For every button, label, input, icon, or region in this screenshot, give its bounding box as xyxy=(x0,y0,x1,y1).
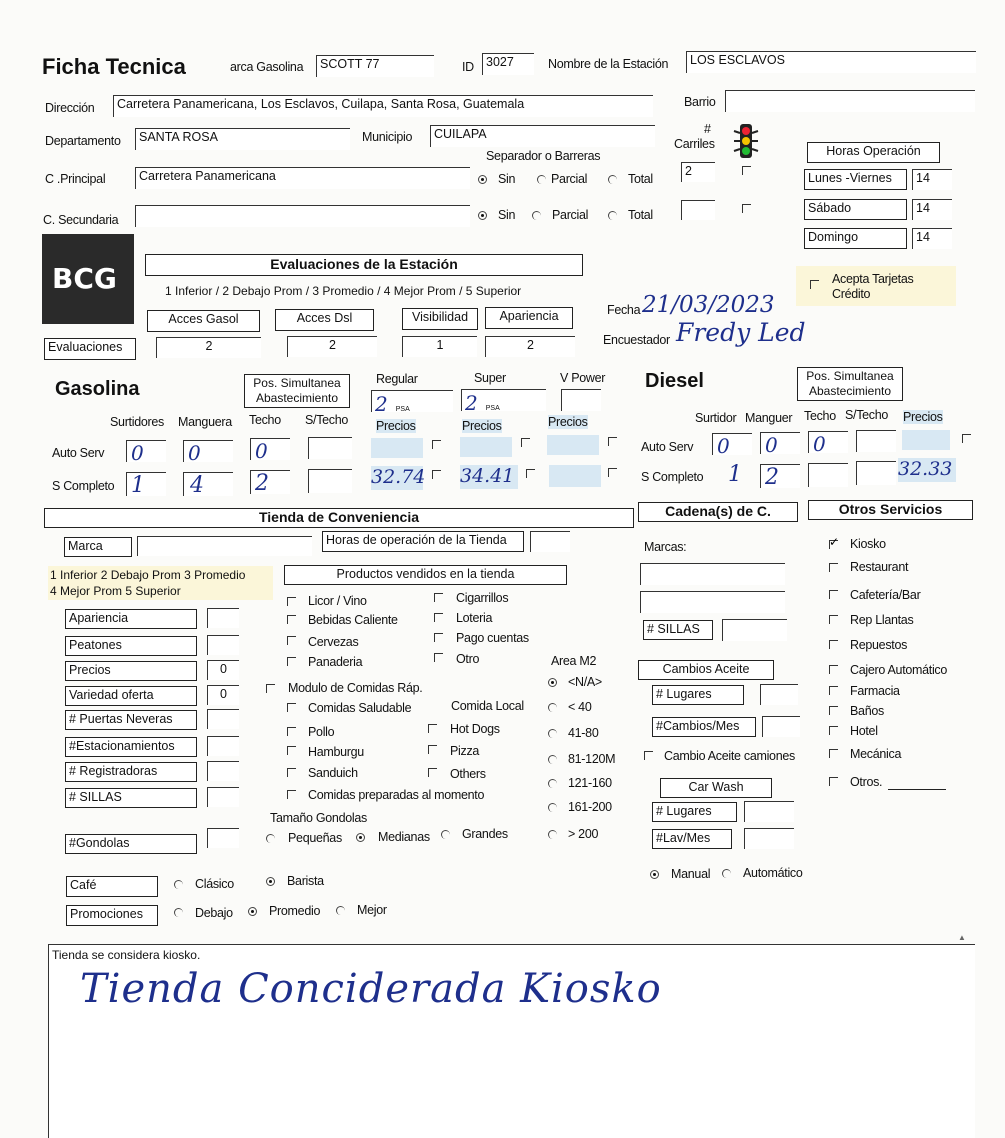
municipio-field[interactable]: CUILAPA xyxy=(430,125,655,147)
id-field[interactable]: 3027 xyxy=(482,53,534,75)
tienda-sillas-label: # SILLAS xyxy=(65,788,197,808)
diesel-auto-label: Auto Serv xyxy=(641,440,694,454)
cambios-aceite-title: Cambios Aceite xyxy=(638,660,774,680)
acces-gasol-field[interactable]: 2 xyxy=(156,337,261,358)
gasolina-title: Gasolina xyxy=(55,378,140,400)
medianas-radio[interactable] xyxy=(356,833,365,842)
vpower-label: V Power xyxy=(560,371,606,385)
acces-dsl-field[interactable]: 2 xyxy=(287,336,377,357)
tienda-puertas-field[interactable] xyxy=(207,709,239,729)
completo-surtidores[interactable]: 1 xyxy=(126,472,166,496)
auto-precio-vpower[interactable] xyxy=(547,435,599,455)
tarjetas-label: Acepta Tarjetas Crédito xyxy=(832,272,914,301)
precios-super-label: Precios xyxy=(462,419,502,433)
completo-regular-checkbox[interactable] xyxy=(432,470,441,479)
tienda-title: Tienda de Conveniencia xyxy=(44,508,634,528)
c-principal-label: C .Principal xyxy=(45,172,106,186)
cigarrillos-label: Cigarrillos xyxy=(456,591,509,605)
c-principal-field[interactable]: Carretera Panamericana xyxy=(135,167,470,189)
separador-sin-label: Sin xyxy=(498,172,516,186)
tamano-gondolas-label: Tamaño Gondolas xyxy=(270,811,367,825)
lav-mes-field[interactable] xyxy=(744,828,794,849)
completo-super-checkbox[interactable] xyxy=(526,469,535,478)
cajero-checkbox[interactable] xyxy=(829,665,838,674)
modulo-comidas-label: Modulo de Comidas Ráp. xyxy=(288,681,423,695)
car-wash-lugares-label: # Lugares xyxy=(652,802,737,822)
comida-local-label: Comida Local xyxy=(451,699,524,713)
completo-manguera[interactable]: 4 xyxy=(183,472,233,496)
clasico-radio[interactable] xyxy=(174,880,183,889)
separador2-parcial-radio[interactable] xyxy=(532,211,541,220)
auto-super-checkbox[interactable] xyxy=(521,438,530,447)
col-manguera: Manguera xyxy=(178,415,232,429)
tienda-marca-label: Marca xyxy=(64,537,132,557)
cafeteria-checkbox[interactable] xyxy=(829,590,838,599)
col-s-techo: S/Techo xyxy=(305,413,349,427)
area-na-radio[interactable] xyxy=(548,678,557,687)
cadena-marcas-label: Marcas: xyxy=(644,540,687,554)
encuestador-label: Encuestador xyxy=(603,333,670,347)
tienda-variedad-field[interactable]: 0 xyxy=(207,685,239,705)
precios-regular-label: Precios xyxy=(376,419,416,433)
separador-parcial-label: Parcial xyxy=(551,172,588,186)
tienda-puertas-label: # Puertas Neveras xyxy=(65,710,197,730)
area-121-160-radio[interactable] xyxy=(548,779,557,788)
cadena-marca-field-2[interactable] xyxy=(640,591,785,613)
kiosko-checkbox[interactable] xyxy=(829,540,838,549)
auto-surtidores[interactable]: 0 xyxy=(126,440,166,462)
separador-label: Separador o Barreras xyxy=(486,149,601,163)
auto-manguera[interactable]: 0 xyxy=(183,440,233,462)
marca-gasolina-label: arca Gasolina xyxy=(230,60,304,74)
panaderia-label: Panaderia xyxy=(308,655,363,669)
promo-debajo-radio[interactable] xyxy=(174,908,183,917)
preparadas-checkbox[interactable] xyxy=(287,790,296,799)
auto-regular-checkbox[interactable] xyxy=(432,440,441,449)
completo-techo[interactable]: 2 xyxy=(250,470,290,494)
departamento-field[interactable]: SANTA ROSA xyxy=(135,128,350,150)
page-title: Ficha Tecnica xyxy=(42,54,186,79)
horas-dom-label: Domingo xyxy=(804,228,907,249)
comidas-saludable-label: Comidas Saludable xyxy=(308,701,412,715)
otros-line xyxy=(888,789,946,790)
tienda-registradoras-field[interactable] xyxy=(207,761,239,781)
tienda-peatones-field[interactable] xyxy=(207,635,239,655)
barrio-field[interactable] xyxy=(725,90,975,112)
area-na-label: <N/A> xyxy=(568,675,602,689)
carriles-field[interactable]: 2 xyxy=(681,162,715,182)
pago-cuentas-label: Pago cuentas xyxy=(456,631,529,645)
promo-promedio-label: Promedio xyxy=(269,904,321,918)
aceite-camiones-checkbox[interactable] xyxy=(644,751,653,760)
evaluaciones-scale: 1 Inferior / 2 Debajo Prom / 3 Promedio / 4 Mejor Prom / 5 Superior xyxy=(165,284,522,298)
horas-dom-field[interactable]: 14 xyxy=(912,228,952,249)
otro-label: Otro xyxy=(456,652,480,666)
cafe-label: Café xyxy=(66,876,158,897)
hotel-checkbox[interactable] xyxy=(829,726,838,735)
diesel-auto-checkbox[interactable] xyxy=(962,434,971,443)
mecanica-checkbox[interactable] xyxy=(829,749,838,758)
scroll-up-icon[interactable]: ▲ xyxy=(958,933,966,942)
banos-checkbox[interactable] xyxy=(829,706,838,715)
tienda-precios-label: Precios xyxy=(65,661,197,681)
diesel-auto-techo[interactable]: 0 xyxy=(808,431,848,453)
s-completo-label: S Completo xyxy=(52,479,115,493)
hamburgu-checkbox[interactable] xyxy=(287,746,296,755)
fecha-value[interactable]: 21/03/2023 xyxy=(642,292,775,318)
farmacia-checkbox[interactable] xyxy=(829,686,838,695)
pequenas-radio[interactable] xyxy=(266,834,275,843)
super-field[interactable] xyxy=(461,389,546,411)
panaderia-checkbox[interactable] xyxy=(287,657,296,666)
cafeteria-label: Cafetería/Bar xyxy=(850,588,921,602)
pago-cuentas-checkbox[interactable] xyxy=(434,633,443,642)
tienda-sillas-field[interactable] xyxy=(207,787,239,807)
rep-llantas-checkbox[interactable] xyxy=(829,615,838,624)
automatico-radio[interactable] xyxy=(722,869,731,878)
kiosko-label: Kiosko xyxy=(850,537,886,551)
grandes-radio[interactable] xyxy=(441,830,450,839)
visibilidad-field[interactable]: 1 xyxy=(402,336,477,357)
barista-label: Barista xyxy=(287,874,324,888)
sanduich-label: Sanduich xyxy=(308,766,358,780)
aceite-cambios-mes-field[interactable] xyxy=(762,716,800,737)
medianas-label: Medianas xyxy=(378,830,430,844)
tienda-estacionamientos-field[interactable] xyxy=(207,736,239,756)
diesel-auto-s-techo[interactable] xyxy=(856,430,896,452)
tienda-marca-field[interactable] xyxy=(137,536,312,556)
automatico-label: Automático xyxy=(743,866,803,880)
promo-promedio-radio[interactable] xyxy=(248,907,257,916)
area-200-label: > 200 xyxy=(568,827,599,841)
repuestos-label: Repuestos xyxy=(850,638,908,652)
cadena-marca-field-1[interactable] xyxy=(640,563,785,585)
separador-total-label: Total xyxy=(628,172,653,186)
pollo-label: Pollo xyxy=(308,725,335,739)
completo-s-techo[interactable] xyxy=(308,469,352,493)
completo-precio-vpower[interactable] xyxy=(549,465,601,487)
area-161-200-radio[interactable] xyxy=(548,803,557,812)
col-techo: Techo xyxy=(249,413,281,427)
diesel-col-precios: Precios xyxy=(903,410,943,424)
auto-techo[interactable]: 0 xyxy=(250,438,290,460)
clasico-label: Clásico xyxy=(195,877,234,891)
horas-title: Horas Operación xyxy=(807,142,940,163)
separador2-sin-label: Sin xyxy=(498,208,516,222)
bebidas-checkbox[interactable] xyxy=(287,615,296,624)
otros-checkbox[interactable] xyxy=(829,777,838,786)
aceite-lugares-label: # Lugares xyxy=(652,685,744,705)
tienda-horas-label: Horas de operación de la Tienda xyxy=(322,531,524,552)
manual-label: Manual xyxy=(671,867,711,881)
mecanica-label: Mecánica xyxy=(850,747,902,761)
gasolina-pos-sim: Pos. Simultanea Abastecimiento xyxy=(244,374,350,408)
area-121-160-label: 121-160 xyxy=(568,776,612,790)
cajero-label: Cajero Automático xyxy=(850,663,948,677)
area-41-80-label: 41-80 xyxy=(568,726,599,740)
diesel-completo-manguer[interactable]: 2 xyxy=(760,464,800,488)
diesel-completo-label: S Completo xyxy=(641,470,704,484)
restaurant-label: Restaurant xyxy=(850,560,909,574)
tienda-horas-field[interactable] xyxy=(530,531,570,552)
traffic-light-icon xyxy=(731,122,761,162)
separador2-total-radio[interactable] xyxy=(608,211,617,220)
area-81-120-radio[interactable] xyxy=(548,755,557,764)
tienda-scale-2: 4 Mejor Prom 5 Superior xyxy=(50,584,181,598)
tienda-gondolas-label: #Gondolas xyxy=(65,834,197,854)
acces-gasol-label: Acces Gasol xyxy=(147,310,260,332)
otro-checkbox[interactable] xyxy=(434,653,443,662)
car-wash-lugares-field[interactable] xyxy=(744,801,794,822)
cadena-sillas-field[interactable] xyxy=(722,619,787,641)
id-label: ID xyxy=(462,60,474,74)
marca-gasolina-field[interactable]: SCOTT 77 xyxy=(316,55,434,77)
horas-sab-label: Sábado xyxy=(804,199,907,220)
evaluaciones-title: Evaluaciones de la Estación xyxy=(145,254,583,276)
vpower-field[interactable] xyxy=(561,389,601,411)
area-161-200-label: 161-200 xyxy=(568,800,612,814)
separador2-total-label: Total xyxy=(628,208,653,222)
super-label: Super xyxy=(474,371,506,385)
horas-lv-label: Lunes -Viernes xyxy=(804,169,907,190)
regular-value: 2 xyxy=(375,392,388,412)
horas-lv-field[interactable]: 14 xyxy=(912,169,952,190)
apariencia-field[interactable]: 2 xyxy=(485,336,575,357)
tienda-estacionamientos-label: #Estacionamientos xyxy=(65,737,197,757)
tienda-apariencia-label: Apariencia xyxy=(65,609,197,629)
tienda-variedad-label: Variedad oferta xyxy=(65,686,197,706)
separador2-parcial-label: Parcial xyxy=(552,208,589,222)
regular-psa: PSA xyxy=(395,406,410,412)
hot-dogs-checkbox[interactable] xyxy=(428,724,437,733)
notes-handwritten-text: Tienda Conciderada Kiosko xyxy=(80,966,662,1012)
area-41-80-radio[interactable] xyxy=(548,729,557,738)
c-secundaria-field[interactable] xyxy=(135,205,470,227)
auto-s-techo[interactable] xyxy=(308,437,352,459)
area-40-label: < 40 xyxy=(568,700,592,714)
licor-checkbox[interactable] xyxy=(287,597,296,606)
visibilidad-label: Visibilidad xyxy=(402,308,478,330)
otros-servicios-title: Otros Servicios xyxy=(808,500,973,520)
promo-mejor-radio[interactable] xyxy=(336,906,345,915)
modulo-comidas-checkbox[interactable] xyxy=(266,684,275,693)
promo-debajo-label: Debajo xyxy=(195,906,233,920)
promo-mejor-label: Mejor xyxy=(357,903,387,917)
apariencia-label: Apariencia xyxy=(485,307,573,329)
barrio-label: Barrio xyxy=(684,95,716,109)
lav-mes-label: #Lav/Mes xyxy=(652,829,732,849)
notes-typed-text: Tienda se considera kiosko. xyxy=(52,948,201,962)
bebidas-label: Bebidas Caliente xyxy=(308,613,398,627)
carriles-checkbox-2[interactable] xyxy=(742,204,751,213)
restaurant-checkbox[interactable] xyxy=(829,563,838,572)
diesel-completo-s-techo[interactable] xyxy=(856,461,896,485)
super-value: 2 xyxy=(465,391,478,411)
diesel-precio-value[interactable]: 32.33 xyxy=(898,458,956,482)
pequenas-label: Pequeñas xyxy=(288,831,342,845)
horas-sab-field[interactable]: 14 xyxy=(912,199,952,220)
separador-parcial-radio[interactable] xyxy=(537,175,546,184)
regular-label: Regular xyxy=(376,372,418,386)
cadena-sillas-label: # SILLAS xyxy=(643,620,713,640)
direccion-field[interactable]: Carretera Panamericana, Los Esclavos, Cuilapa, Santa Rosa, Guatemala xyxy=(113,95,653,117)
hamburgu-label: Hamburgu xyxy=(308,745,364,759)
banos-label: Baños xyxy=(850,704,884,718)
farmacia-label: Farmacia xyxy=(850,684,900,698)
tienda-peatones-label: Peatones xyxy=(65,636,197,656)
tienda-registradoras-label: # Registradoras xyxy=(65,762,197,782)
municipio-label: Municipio xyxy=(362,130,413,144)
sanduich-checkbox[interactable] xyxy=(287,768,296,777)
diesel-col-s-techo: S/Techo xyxy=(845,408,889,422)
area-m2-label: Area M2 xyxy=(551,654,597,668)
auto-precio-regular[interactable] xyxy=(371,438,423,458)
departamento-label: Departamento xyxy=(45,134,121,148)
diesel-title: Diesel xyxy=(645,370,704,392)
comidas-saludable-checkbox[interactable] xyxy=(287,703,296,712)
estacion-label: Nombre de la Estación xyxy=(548,57,669,71)
carriles-label: Carriles xyxy=(674,137,715,151)
others-checkbox[interactable] xyxy=(428,768,437,777)
tarjetas-checkbox[interactable] xyxy=(810,280,819,289)
precio-super-value[interactable]: 34.41 xyxy=(460,465,518,489)
tienda-precios-field[interactable]: 0 xyxy=(207,660,239,680)
super-psa: PSA xyxy=(485,405,500,411)
acces-dsl-label: Acces Dsl xyxy=(275,309,374,331)
completo-vpower-checkbox[interactable] xyxy=(608,468,617,477)
direccion-label: Dirección xyxy=(45,101,95,115)
others-label: Others xyxy=(450,767,486,781)
barista-radio[interactable] xyxy=(266,877,275,886)
area-81-120-label: 81-120M xyxy=(568,752,616,766)
pizza-checkbox[interactable] xyxy=(428,745,437,754)
estacion-field[interactable]: LOS ESCLAVOS xyxy=(686,51,976,73)
hot-dogs-label: Hot Dogs xyxy=(450,722,500,736)
aceite-lugares-field[interactable] xyxy=(760,684,798,705)
aceite-cambios-mes-label: #Cambios/Mes xyxy=(652,717,756,737)
licor-label: Licor / Vino xyxy=(308,594,367,608)
precio-regular-value[interactable]: 32.74 xyxy=(371,466,426,488)
bcg-logo xyxy=(42,234,134,324)
diesel-completo-techo[interactable] xyxy=(808,463,848,487)
auto-precio-super[interactable] xyxy=(460,437,512,457)
promociones-label: Promociones xyxy=(66,905,158,926)
carriles-field-2[interactable] xyxy=(681,200,715,220)
carriles-checkbox[interactable] xyxy=(742,166,751,175)
diesel-auto-precio[interactable] xyxy=(902,430,950,450)
encuestador-value[interactable]: Fredy Led xyxy=(676,318,806,347)
diesel-auto-surtidor[interactable]: 0 xyxy=(712,433,752,455)
diesel-col-surtidor: Surtidor xyxy=(695,411,737,425)
regular-field[interactable] xyxy=(371,390,453,412)
manual-radio[interactable] xyxy=(650,870,659,879)
separador2-sin-radio[interactable] xyxy=(478,211,487,220)
auto-serv-label: Auto Serv xyxy=(52,446,105,460)
loteria-label: Loteria xyxy=(456,611,493,625)
bcg-logo-text: BCG xyxy=(52,262,117,295)
separador-sin-radio[interactable] xyxy=(478,175,487,184)
carriles-hash: # xyxy=(704,122,711,136)
c-secundaria-label: C. Secundaria xyxy=(43,213,119,227)
col-surtidores: Surtidores xyxy=(110,415,164,429)
separador-total-radio[interactable] xyxy=(608,175,617,184)
preparadas-label: Comidas preparadas al momento xyxy=(308,788,485,802)
tienda-apariencia-field[interactable] xyxy=(207,608,239,628)
aceite-camiones-label: Cambio Aceite camiones xyxy=(664,749,795,763)
diesel-col-manguer: Manguer xyxy=(745,411,793,425)
car-wash-title: Car Wash xyxy=(660,778,772,798)
tienda-scale-1: 1 Inferior 2 Debajo Prom 3 Promedio xyxy=(50,568,246,582)
cadena-title: Cadena(s) de C. xyxy=(638,502,798,522)
diesel-col-techo: Techo xyxy=(804,409,836,423)
cervezas-label: Cervezas xyxy=(308,635,359,649)
rep-llantas-label: Rep Llantas xyxy=(850,613,914,627)
pizza-label: Pizza xyxy=(450,744,480,758)
fecha-label: Fecha xyxy=(607,303,641,317)
diesel-completo-surtidor[interactable]: 1 xyxy=(728,462,742,487)
productos-title: Productos vendidos en la tienda xyxy=(284,565,567,585)
area-40-radio[interactable] xyxy=(548,703,557,712)
auto-vpower-checkbox[interactable] xyxy=(608,437,617,446)
precios-vpower-label: Precios xyxy=(548,415,588,429)
grandes-label: Grandes xyxy=(462,827,508,841)
evaluaciones-label: Evaluaciones xyxy=(44,338,136,360)
cigarrillos-checkbox[interactable] xyxy=(434,593,443,602)
diesel-auto-manguer[interactable]: 0 xyxy=(760,432,800,454)
repuestos-checkbox[interactable] xyxy=(829,640,838,649)
tienda-gondolas-field[interactable] xyxy=(207,828,239,848)
hotel-label: Hotel xyxy=(850,724,878,738)
cervezas-checkbox[interactable] xyxy=(287,636,296,645)
area-200-radio[interactable] xyxy=(548,830,557,839)
pollo-checkbox[interactable] xyxy=(287,727,296,736)
diesel-pos-sim: Pos. Simultanea Abastecimiento xyxy=(797,367,903,401)
otros-label: Otros. xyxy=(850,775,883,789)
loteria-checkbox[interactable] xyxy=(434,613,443,622)
